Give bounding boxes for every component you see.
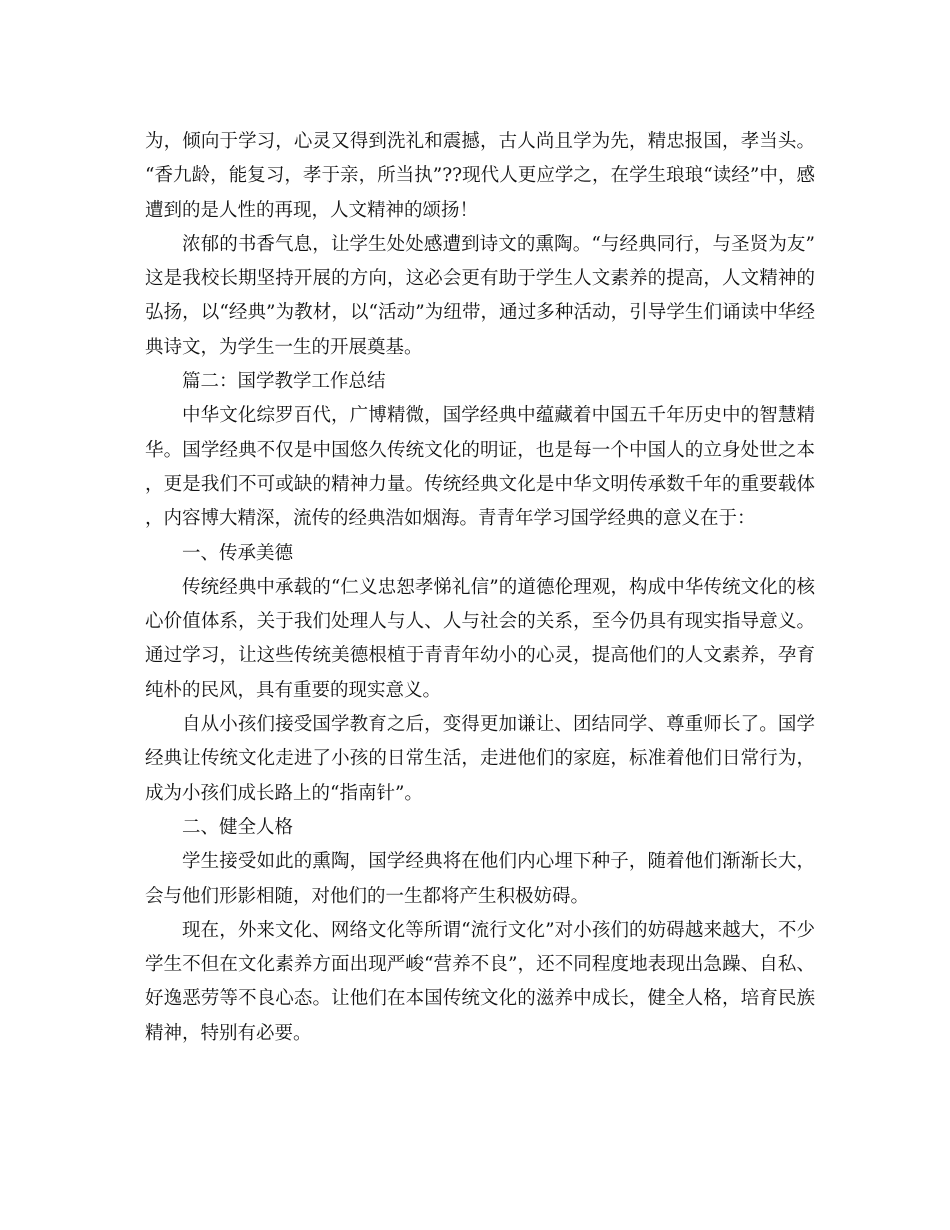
paragraph-4: 传统经典中承载的“仁义忠恕孝悌礼信”的道德伦理观，构成中华传统文化的核心价值体系，关于我们处理人与人、人与社会的关系，至今仍具有现实指导意义。通过学习，让这些传统美德根植于青青年幼小的心灵，提高他们的人文素养，孕育纯朴的民风，具有重要的现实意义。	[145, 576, 815, 701]
paragraph-1: 为，倾向于学习，心灵又得到洗礼和震撼，古人尚且学为先，精忠报国，孝当头。“香九龄，能复习，孝于亲，所当执”??现代人更应学之，在学生琅琅“读经”中，感遭到的是人性的再现，人文精神的颂扬！	[145, 131, 815, 221]
document-body	[145, 125, 815, 1051]
paragraph-3: 中华文化综罗百代，广博精微，国学经典中蕴藏着中国五千年历史中的智慧精华。国学经典不仅是中国悠久传统文化的明证，也是每一个中国人的立身处世之本，更是我们不可或缺的精神力量。传统经典文化是中华文明传承数千年的重要载体，内容博大精深，流传的经典浩如烟海。青青年学习国学经典的意义在于：	[145, 405, 815, 530]
paragraph-5: 自从小孩们接受国学教育之后，变得更加谦让、团结同学、尊重师长了。国学经典让传统文化走进了小孩的日常生活，走进他们的家庭，标准着他们日常行为，成为小孩们成长路上的“指南针”。	[145, 714, 815, 804]
paragraph-6: 学生接受如此的熏陶，国学经典将在他们内心埋下种子，随着他们渐渐长大，会与他们形影相随，对他们的一生都将产生积极妨碍。	[145, 851, 815, 907]
paragraph-7: 现在，外来文化、网络文化等所谓“流行文化”对小孩们的妨碍越来越大，不少学生不但在文化素养方面出现严峻“营养不良”，还不同程度地表现出急躁、自私、好逸恶劳等不良心态。让他们在本国传统文化的滋养中成长，健全人格，培育民族精神，特别有必要。	[145, 919, 815, 1044]
section-heading-part-two: 篇二：国学教学工作总结	[182, 371, 386, 393]
paragraph-2: 浓郁的书香气息，让学生处处感遭到诗文的熏陶。“与经典同行，与圣贤为友”这是我校长期坚持开展的方向，这必会更有助于学生人文素养的提高，人文精神的弘扬，以“经典”为教材，以“活动”为纽带，通过多种活动，引导学生们诵读中华经典诗文，为学生一生的开展奠基。	[145, 233, 815, 358]
section-heading-personality: 二、健全人格	[182, 816, 294, 838]
section-heading-virtue: 一、传承美德	[182, 542, 294, 564]
